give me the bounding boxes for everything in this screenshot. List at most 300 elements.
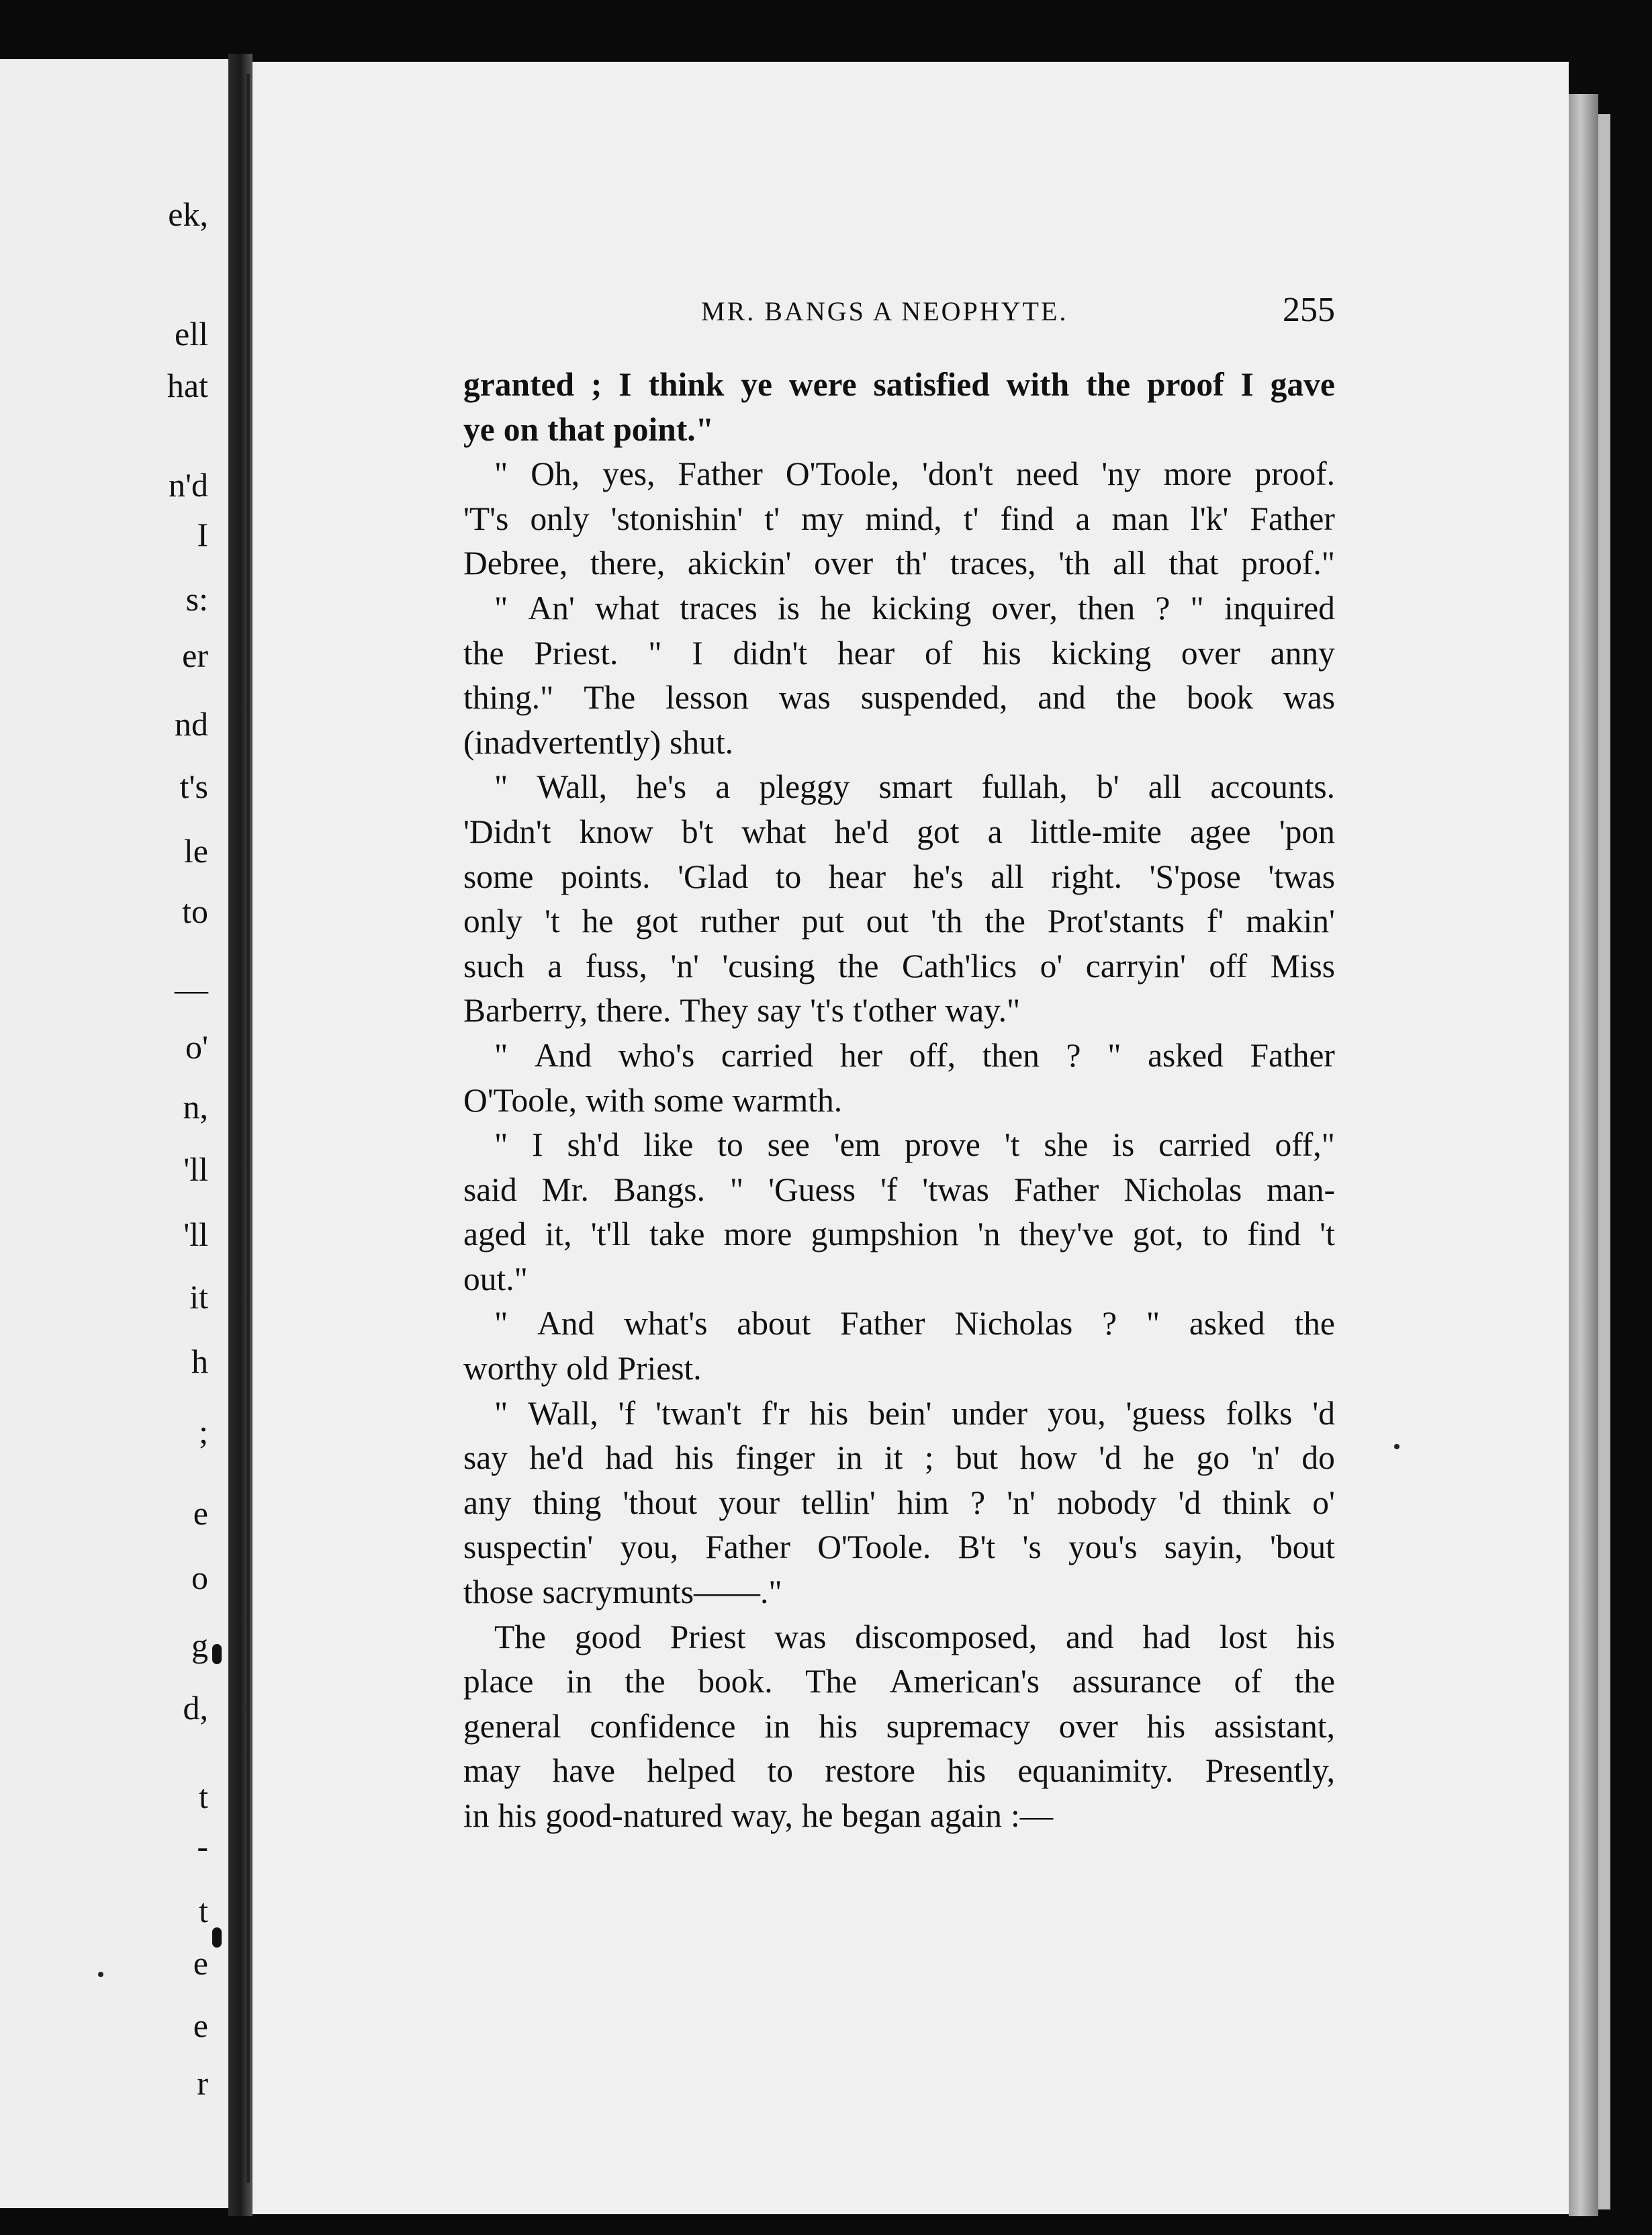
text-line: [463, 541, 1335, 586]
word: ": [494, 1394, 508, 1432]
word: he's: [636, 768, 687, 806]
word: 'f: [880, 1171, 898, 1208]
word: (inadvertently): [463, 723, 661, 761]
word: on: [503, 410, 539, 448]
word: f': [1206, 903, 1224, 940]
text-line: [463, 408, 1335, 453]
word: agee: [1189, 813, 1251, 850]
text-line: [463, 1302, 1335, 1347]
word: sacrymunts——.": [542, 1573, 782, 1611]
word: under: [952, 1394, 1028, 1432]
word: put: [801, 903, 844, 940]
word: worthy: [463, 1350, 558, 1387]
word: all: [1148, 768, 1182, 806]
word: discomposed,: [855, 1618, 1038, 1655]
word: b': [1096, 768, 1119, 806]
word: over: [814, 545, 874, 582]
word: o': [1312, 1484, 1335, 1521]
left-page-fragment: o': [185, 1028, 208, 1066]
word: 'd: [1312, 1394, 1335, 1432]
left-page-fragment: hat: [167, 367, 208, 405]
word: way,: [731, 1797, 793, 1834]
word: 't: [1004, 1126, 1020, 1164]
left-page-fragment: h: [191, 1342, 208, 1380]
word: got: [635, 903, 678, 940]
word: mind,: [865, 500, 942, 537]
word: his: [675, 1439, 714, 1477]
text-line: [463, 1079, 1335, 1124]
word: to: [775, 858, 802, 895]
word: and: [1066, 1618, 1114, 1655]
word: asked: [1148, 1036, 1224, 1074]
word: was: [774, 1618, 827, 1655]
word: Father: [1250, 1036, 1335, 1074]
word: The: [584, 679, 636, 717]
word: was: [1283, 679, 1335, 717]
word: Nicholas: [954, 1305, 1073, 1342]
word: what's: [624, 1305, 708, 1342]
word: ": [494, 768, 508, 806]
word: t'other: [852, 992, 937, 1030]
word: who's: [618, 1036, 695, 1074]
word: 'f: [618, 1394, 636, 1432]
word: way.": [945, 992, 1021, 1030]
left-page-fragment: I: [197, 515, 208, 553]
word: with: [586, 1081, 645, 1119]
word: good: [574, 1618, 641, 1655]
word: out: [866, 903, 909, 940]
word: They: [680, 992, 749, 1030]
word: 'guess: [1126, 1394, 1206, 1432]
word: he'd: [529, 1439, 584, 1477]
word: book.: [698, 1663, 773, 1700]
text-line: [463, 1168, 1335, 1213]
word: satisfied: [873, 366, 990, 403]
word: then: [982, 1036, 1040, 1074]
word: ": [648, 634, 662, 672]
word: ?: [1066, 1036, 1081, 1074]
word: man-: [1267, 1171, 1335, 1208]
word: only: [463, 903, 523, 940]
left-page-fragment: e: [193, 1944, 208, 1982]
word: in: [836, 1439, 863, 1477]
word: he: [820, 589, 852, 627]
word: find: [1247, 1216, 1301, 1253]
word: sayin,: [1164, 1529, 1243, 1566]
word: didn't: [733, 634, 808, 672]
word: traces: [680, 589, 758, 627]
word: Priest: [670, 1618, 746, 1655]
word: more: [723, 1216, 792, 1253]
left-page-fragment: t's: [179, 768, 208, 805]
text-line: [463, 452, 1335, 497]
word: B't: [958, 1529, 996, 1566]
word: t': [764, 500, 780, 537]
word: anny: [1270, 634, 1335, 672]
word: off: [1209, 947, 1248, 985]
word: supremacy: [886, 1707, 1031, 1745]
word: of: [924, 634, 953, 672]
left-page-fragment: 'll: [183, 1215, 208, 1253]
word: Father: [1250, 500, 1335, 537]
word: say: [463, 1439, 508, 1477]
word: in: [764, 1707, 790, 1745]
word: ye: [741, 366, 772, 403]
word: O'Toole.: [817, 1529, 931, 1566]
word: the: [1294, 1305, 1335, 1342]
text-line: [463, 899, 1335, 944]
left-page-fragment: it: [189, 1277, 208, 1316]
word: 't: [1320, 1216, 1335, 1253]
word: was: [778, 679, 831, 717]
word: equanimity.: [1017, 1752, 1174, 1790]
word: the: [838, 947, 879, 985]
word: 'pon: [1279, 813, 1335, 850]
word: 'twas: [1268, 858, 1335, 895]
word: 'th: [1058, 545, 1091, 582]
left-page-fragment: nd: [175, 705, 208, 743]
word: ": [494, 455, 508, 493]
word: over,: [991, 589, 1058, 627]
word: 'n': [1251, 1439, 1280, 1477]
word: his: [1146, 1707, 1186, 1745]
word: f'r: [761, 1394, 790, 1432]
word: Mr.: [541, 1171, 589, 1208]
text-line: [463, 1257, 1335, 1302]
word: hear: [837, 634, 895, 672]
text-line: [463, 586, 1335, 631]
word: he'd: [834, 813, 889, 850]
word: 'th: [930, 903, 963, 940]
word: ?: [1102, 1305, 1117, 1342]
page-header: [701, 291, 1335, 336]
word: may: [463, 1752, 521, 1790]
word: suspectin': [463, 1529, 594, 1566]
word: And: [534, 1036, 592, 1074]
text-line: [463, 1123, 1335, 1168]
word: over: [1181, 634, 1240, 672]
word: ?: [970, 1484, 986, 1521]
word: in: [566, 1663, 592, 1700]
word: 'Didn't: [463, 813, 551, 850]
text-line: [463, 1615, 1335, 1660]
word: right.: [1051, 858, 1123, 895]
word: kicking: [871, 589, 972, 627]
ink-speck: [98, 1972, 103, 1977]
left-page-fragment: le: [183, 832, 208, 870]
word: all: [991, 858, 1024, 895]
word: I: [1240, 366, 1254, 403]
word: to: [767, 1752, 794, 1790]
text-line: [463, 1212, 1335, 1257]
word: pleggy: [759, 768, 850, 806]
word: I: [692, 634, 703, 672]
word: 'n': [1007, 1484, 1036, 1521]
word: those: [463, 1573, 534, 1611]
left-page-fragment: t: [199, 1892, 208, 1929]
word: out.": [463, 1260, 528, 1297]
word: An': [528, 589, 575, 627]
text-line: [463, 1481, 1335, 1526]
page-edge: [1569, 94, 1598, 2216]
word: a: [547, 947, 563, 985]
word: ": [729, 1171, 744, 1208]
word: restore: [825, 1752, 916, 1790]
word: 'bout: [1269, 1529, 1335, 1566]
text-line: [463, 1436, 1335, 1481]
word: 't: [544, 903, 560, 940]
word: th': [895, 545, 928, 582]
word: he: [801, 1797, 833, 1834]
word: Cath'lics: [902, 947, 1017, 985]
word: think: [648, 366, 725, 403]
word: of: [1234, 1663, 1262, 1700]
spine-mark: [212, 1927, 222, 1948]
left-page-fragment: 'll: [183, 1150, 208, 1189]
word: think: [1222, 1484, 1291, 1521]
word: over: [1058, 1707, 1118, 1745]
word: finger: [735, 1439, 815, 1477]
word: granted: [463, 366, 574, 403]
word: warmth.: [732, 1081, 843, 1119]
word: the: [984, 903, 1025, 940]
word: his: [1296, 1618, 1335, 1655]
word: lost: [1219, 1618, 1268, 1655]
word: all: [1113, 545, 1146, 582]
word: kicking: [1051, 634, 1152, 672]
word: they've: [1019, 1216, 1114, 1253]
word: off,: [909, 1036, 956, 1074]
word: you's: [1068, 1529, 1138, 1566]
word: his: [819, 1707, 858, 1745]
word: his: [947, 1752, 986, 1790]
text-line: [463, 1525, 1335, 1570]
word: 'ny: [1101, 455, 1141, 493]
word: you,: [1047, 1394, 1106, 1432]
word: good-natured: [545, 1797, 723, 1834]
word: her: [839, 1036, 883, 1074]
word: 's: [1022, 1529, 1042, 1566]
word: to: [1202, 1216, 1229, 1253]
text-line: [463, 1392, 1335, 1436]
word: you,: [620, 1529, 679, 1566]
word: 'Guess: [768, 1171, 856, 1208]
left-page-fragment: r: [197, 2064, 208, 2103]
word: Presently,: [1205, 1752, 1335, 1790]
word: but: [955, 1439, 999, 1477]
word: o': [1040, 947, 1063, 985]
word: inquired: [1224, 589, 1335, 627]
word: know: [579, 813, 653, 850]
word: with: [1006, 366, 1070, 403]
word: man: [1111, 500, 1169, 537]
word: ?: [1155, 589, 1171, 627]
word: I: [618, 366, 632, 403]
text-line: [463, 1659, 1335, 1704]
word: 'n': [670, 947, 699, 985]
text-line: [463, 765, 1335, 810]
word: Priest.: [534, 634, 618, 672]
word: helped: [647, 1752, 736, 1790]
word: is: [1112, 1126, 1135, 1164]
left-page-fragment: n'd: [168, 465, 208, 504]
word: ": [494, 1036, 508, 1074]
word: said: [463, 1171, 517, 1208]
word: is: [777, 589, 800, 627]
word: a: [987, 813, 1003, 850]
word: he: [1143, 1439, 1175, 1477]
word: carryin': [1085, 947, 1186, 985]
word: there.: [596, 992, 672, 1030]
word: assistant,: [1213, 1707, 1335, 1745]
word: shut.: [670, 723, 734, 761]
page-number: 255: [1283, 291, 1335, 329]
word: ;: [590, 366, 602, 403]
word: 'em: [833, 1126, 881, 1164]
left-page-fragment: n,: [183, 1088, 208, 1126]
word: 'don't: [921, 455, 993, 493]
word: 'd: [1099, 1439, 1121, 1477]
word: Wall,: [528, 1394, 598, 1432]
word: The: [494, 1618, 546, 1655]
word: fuss,: [585, 947, 647, 985]
word: 'd: [1178, 1484, 1201, 1521]
left-page-fragment: ;: [199, 1413, 208, 1451]
word: place: [463, 1663, 534, 1700]
word: a: [715, 768, 731, 806]
word: he: [582, 903, 614, 940]
running-head: MR. BANGS A NEOPHYTE.: [701, 296, 1068, 326]
word: had: [605, 1439, 653, 1477]
word: see: [767, 1126, 810, 1164]
word: Father: [678, 455, 763, 493]
left-page-fragment: e: [193, 1494, 208, 1532]
word: I: [532, 1126, 543, 1164]
word: gave: [1270, 366, 1335, 403]
word: hear: [828, 858, 886, 895]
word: American's: [889, 1663, 1040, 1700]
text-line: [463, 989, 1335, 1034]
word: your: [719, 1484, 780, 1521]
word: akickin': [687, 545, 792, 582]
word: his: [982, 634, 1021, 672]
word: had: [1142, 1618, 1191, 1655]
word: she: [1044, 1126, 1089, 1164]
word: Father: [840, 1305, 925, 1342]
word: Bangs.: [613, 1171, 705, 1208]
word: proof.": [1241, 545, 1335, 582]
word: the: [1086, 366, 1131, 403]
text-line: [463, 855, 1335, 900]
word: in: [463, 1797, 490, 1834]
word: Priest.: [617, 1350, 702, 1387]
word: 't's: [810, 992, 844, 1030]
word: assurance: [1072, 1663, 1202, 1700]
word: carried: [721, 1036, 814, 1074]
left-page-fragment: t: [199, 1777, 208, 1815]
word: general: [463, 1707, 561, 1745]
word: any: [463, 1484, 512, 1521]
word: to: [717, 1126, 743, 1164]
word: his: [809, 1394, 849, 1432]
gutter-rule: [246, 74, 250, 2183]
word: more: [1163, 455, 1232, 493]
word: some: [463, 858, 534, 895]
word: got: [917, 813, 960, 850]
word: confidence: [590, 1707, 736, 1745]
word: ": [494, 589, 508, 627]
body-text: [463, 363, 1335, 1839]
word: Wall,: [537, 768, 608, 806]
word: Miss: [1270, 947, 1335, 985]
word: point.": [613, 410, 715, 448]
word: book: [1187, 679, 1254, 717]
left-page-fragment: —: [175, 970, 208, 1009]
word: ": [1190, 589, 1204, 627]
ink-speck: [1394, 1444, 1399, 1449]
word: 'stonishin': [610, 500, 743, 537]
text-line: [463, 721, 1335, 766]
text-line: [463, 1347, 1335, 1392]
word: off,": [1275, 1126, 1335, 1164]
word: 'thout: [623, 1484, 698, 1521]
word: him: [897, 1484, 949, 1521]
word: :—: [1011, 1797, 1054, 1834]
word: again: [929, 1797, 1002, 1834]
word: tellin': [801, 1484, 876, 1521]
left-page-fragment: o: [191, 1559, 208, 1596]
word: O'Toole,: [463, 1081, 578, 1119]
text-line: [463, 1704, 1335, 1749]
word: l'k': [1190, 500, 1229, 537]
word: lesson: [666, 679, 749, 717]
text-line: [463, 1749, 1335, 1794]
word: got,: [1132, 1216, 1184, 1253]
word: 'twan't: [655, 1394, 741, 1432]
word: the: [463, 634, 504, 672]
word: ": [1107, 1036, 1121, 1074]
word: ye: [463, 410, 495, 448]
left-page-fragment: g: [191, 1626, 208, 1664]
word: then: [1078, 589, 1136, 627]
page-edge-shadow: [1598, 114, 1610, 2209]
word: take: [649, 1216, 705, 1253]
left-page-fragment: to: [182, 893, 208, 930]
word: were: [788, 366, 857, 403]
word: O'Toole,: [785, 455, 899, 493]
word: find: [1000, 500, 1054, 537]
word: my: [801, 500, 844, 537]
word: such: [463, 947, 524, 985]
word: fullah,: [981, 768, 1068, 806]
word: nobody: [1056, 1484, 1157, 1521]
left-page-fragment: ek,: [168, 195, 208, 233]
word: the: [625, 1663, 666, 1700]
word: 't'll: [590, 1216, 631, 1253]
word: prove: [905, 1126, 980, 1164]
word: 'S'pose: [1149, 858, 1241, 895]
word: it,: [545, 1216, 572, 1253]
word: need: [1015, 455, 1079, 493]
left-page-fragment: d,: [183, 1688, 208, 1727]
word: what: [741, 813, 807, 850]
word: ": [1146, 1305, 1160, 1342]
word: only: [530, 500, 590, 537]
left-page-fragment: e: [193, 2006, 208, 2044]
word: Debree,: [463, 545, 568, 582]
left-page-fragment: -: [197, 1827, 208, 1865]
word: his: [498, 1797, 537, 1834]
